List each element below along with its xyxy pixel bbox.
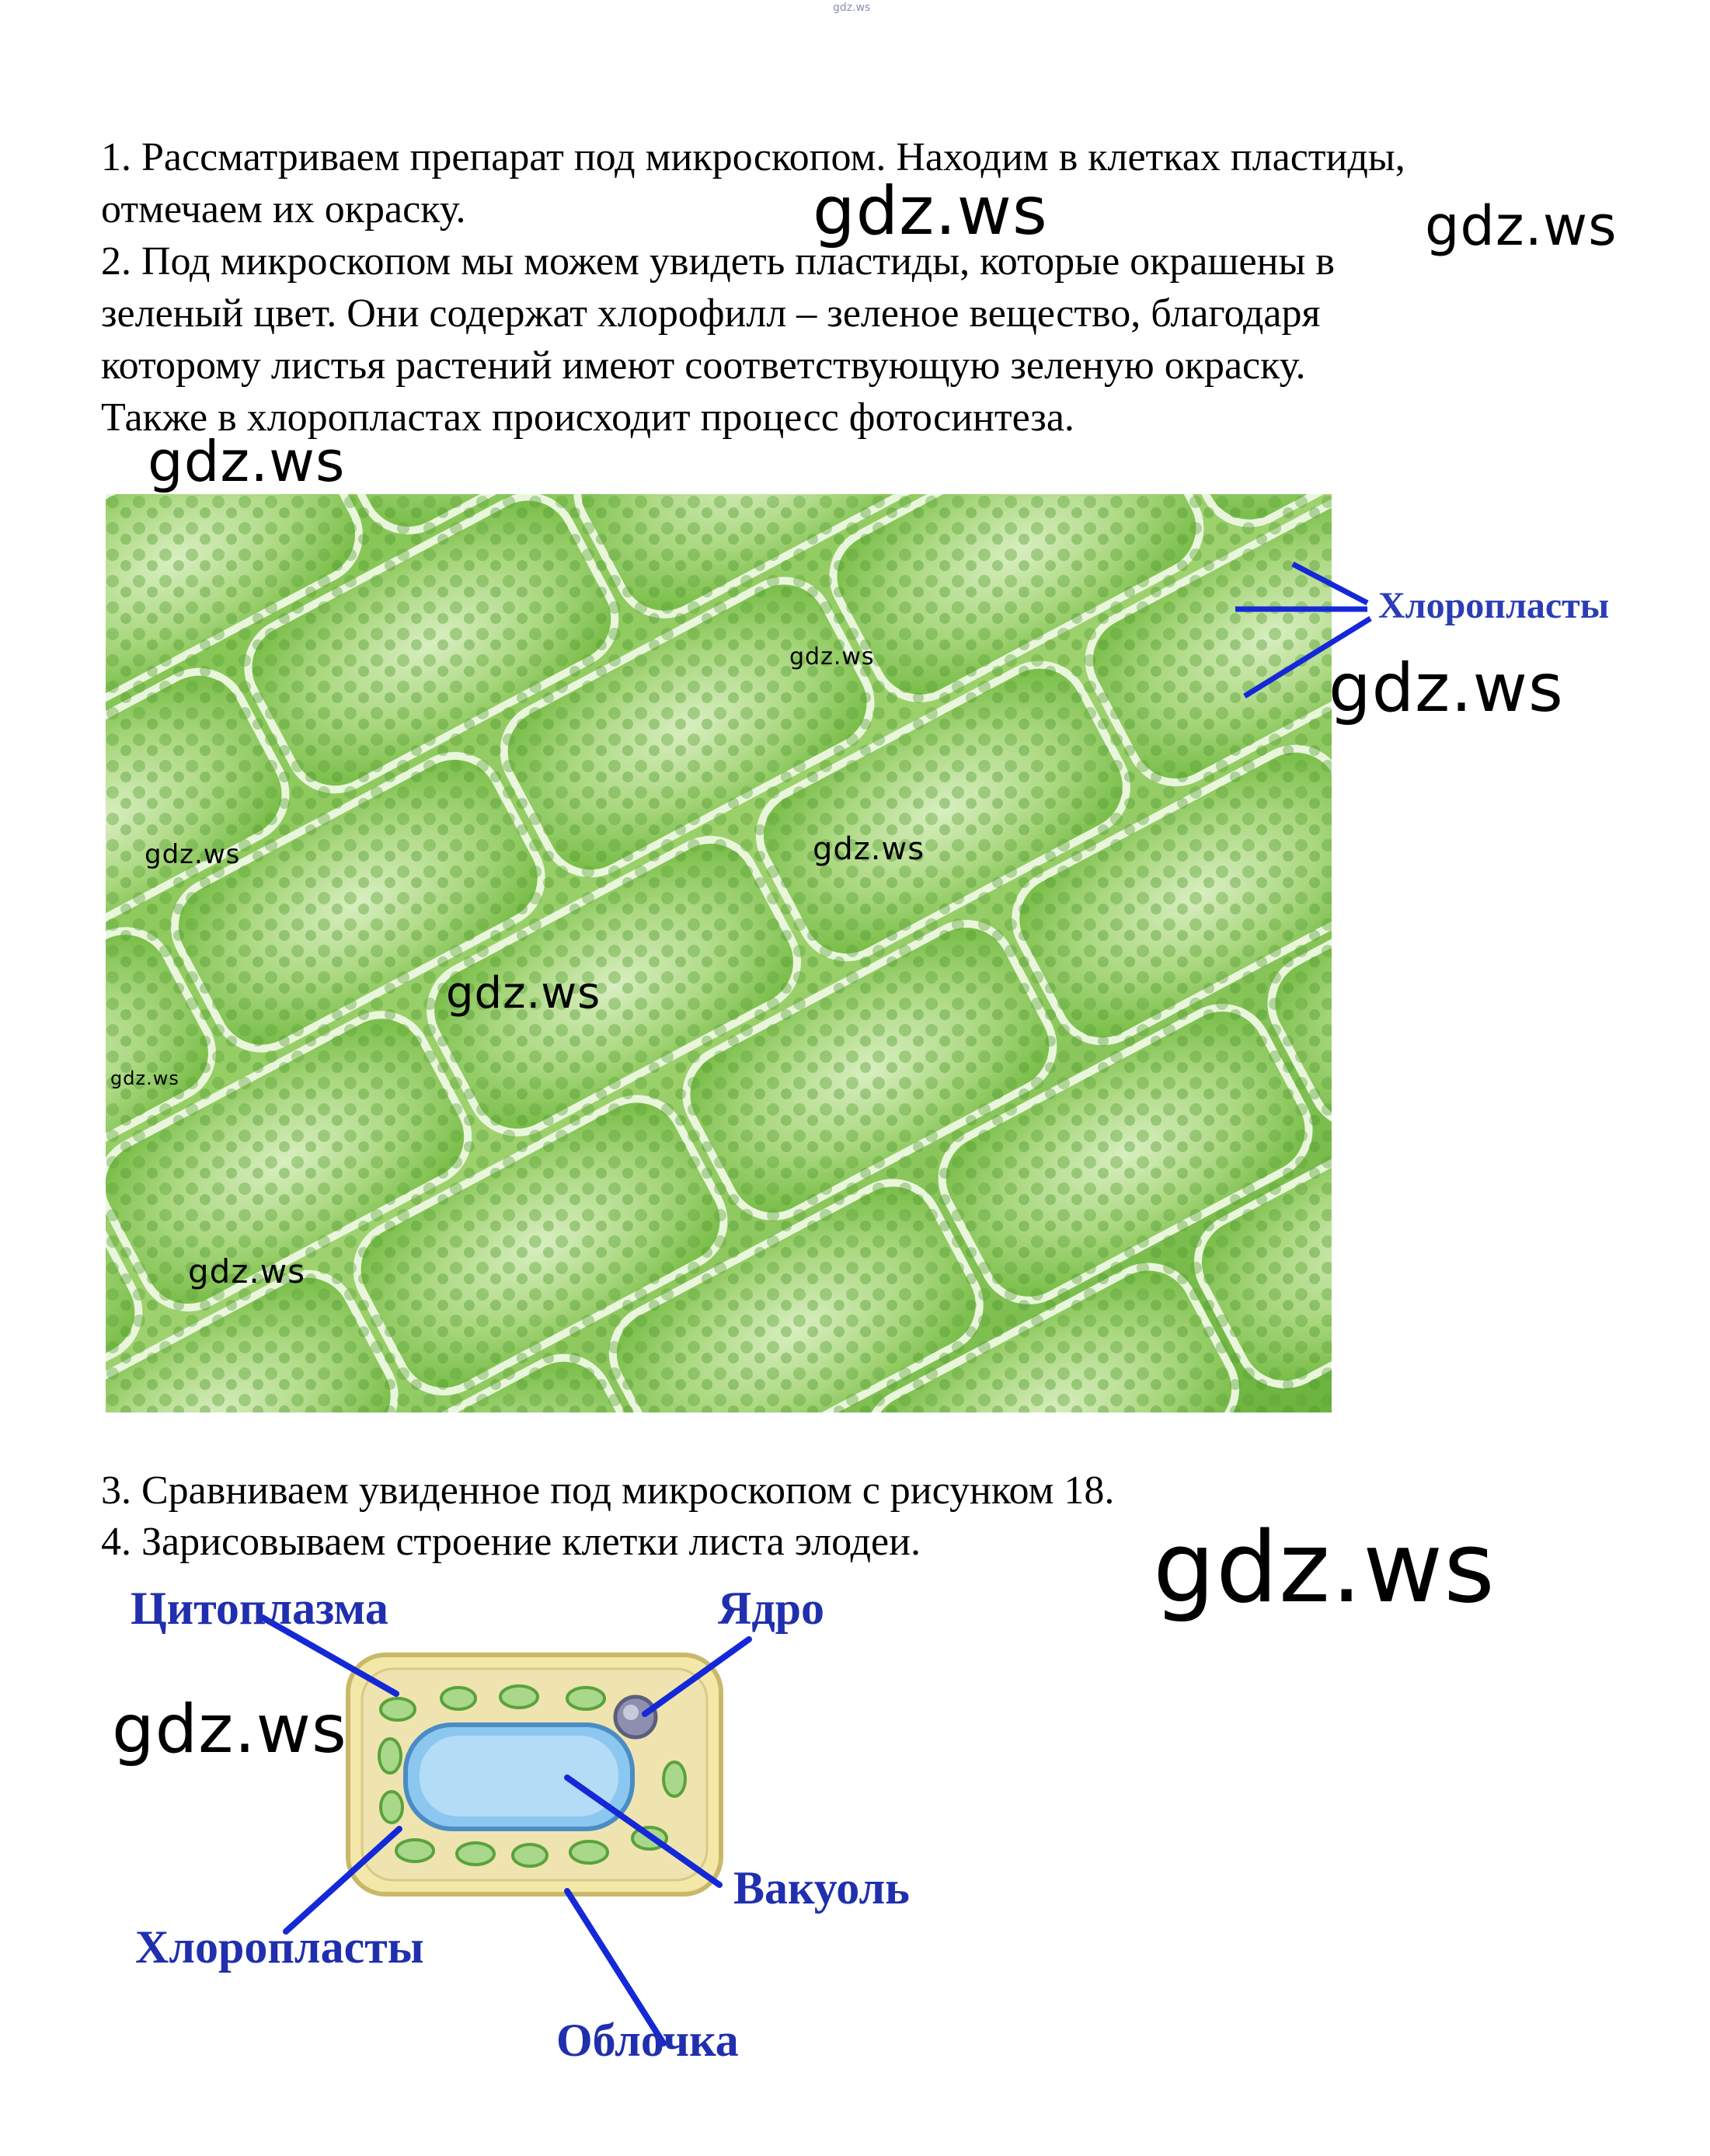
watermark: gdz.ws: [112, 1691, 347, 1768]
paragraph-2-line-2: зеленый цвет. Они содержат хлорофилл – зеленое вещество, благодаря: [101, 291, 1321, 336]
vacuole-inner: [420, 1736, 618, 1816]
paragraph-2-line-4: Также в хлоропластах происходит процесс фотосинтеза.: [101, 395, 1074, 440]
cell-diagram: [101, 1569, 994, 2113]
watermark: gdz.ws: [188, 1252, 305, 1290]
paragraph-1-line-2: отмечаем их окраску.: [101, 187, 466, 232]
paragraph-3: 3. Сравниваем увиденное под микроскопом с рисунком 18.: [101, 1468, 1115, 1513]
paragraph-1-line-1: 1. Рассматриваем препарат под микроскопом. Находим в клетках пластиды,: [101, 135, 1405, 179]
watermark: gdz.ws: [145, 839, 241, 870]
label-chloroplasts: Хлоропласты: [135, 1921, 424, 1973]
watermark: gdz.ws: [1153, 1510, 1496, 1625]
watermark: gdz.ws: [813, 172, 1048, 250]
watermark: gdz.ws: [1425, 194, 1618, 258]
watermark: gdz.ws: [446, 968, 601, 1019]
label-cytoplasm: Цитоплазма: [131, 1583, 388, 1634]
top-watermark: gdz.ws: [833, 2, 871, 14]
watermark: gdz.ws: [789, 643, 875, 670]
paragraph-2-line-1: 2. Под микроскопом мы можем увидеть пластиды, которые окрашены в: [101, 239, 1335, 284]
paragraph-2-line-3: которому листья растений имеют соответствующую зеленую окраску.: [101, 343, 1306, 388]
watermark: gdz.ws: [148, 429, 346, 494]
paragraph-4: 4. Зарисовываем строение клетки листа элодеи.: [101, 1520, 921, 1564]
watermark: gdz.ws: [110, 1068, 179, 1089]
watermark: gdz.ws: [1329, 650, 1564, 727]
photo-label-chloroplasts: Хлоропласты: [1378, 585, 1610, 626]
label-membrane: Облочка: [556, 2015, 739, 2066]
watermark: gdz.ws: [813, 831, 925, 867]
nucleus-highlight: [623, 1705, 639, 1720]
label-nucleus: Ядро: [718, 1583, 825, 1634]
label-vacuole: Вакуоль: [733, 1862, 910, 1914]
